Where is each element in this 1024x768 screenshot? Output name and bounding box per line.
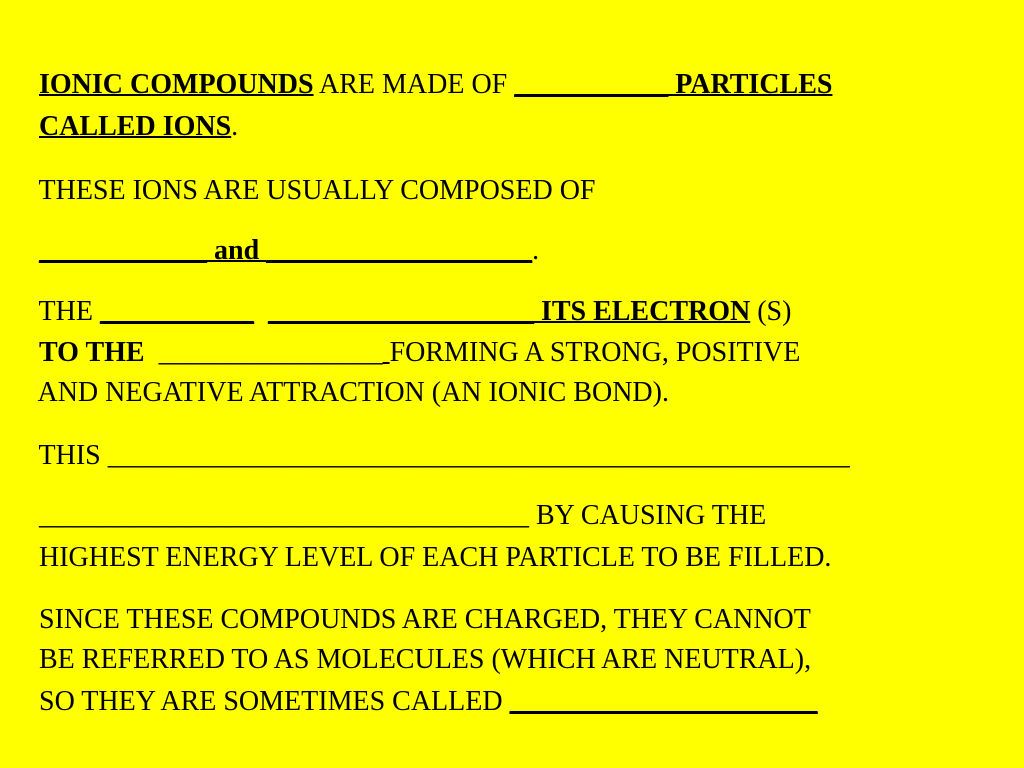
p4-s: (S) (750, 296, 792, 327)
p6-text2: HIGHEST ENERGY LEVEL OF EACH PARTICLE TO BE FILLED. (39, 542, 832, 573)
p4-forming: FORMING A STRONG, POSITIVE (389, 337, 801, 368)
p4-to-the: TO THE (39, 337, 145, 368)
blank-b: ___________________ (266, 235, 533, 266)
p2-text: THESE IONS ARE USUALLY COMPOSED OF (38, 175, 596, 206)
p7-text1: SINCE THESE COMPOUNDS ARE CHARGED, THEY CANNOT (39, 604, 811, 635)
blank-particles: ___________ PARTICLES (514, 69, 833, 100)
p7-line3 (11, 651, 818, 753)
blank-verb: ___________ (99, 296, 254, 327)
p5-text: THIS _____________________________________________________ (38, 440, 850, 471)
blank-salts: ______________________ (509, 686, 818, 717)
p1-text: ARE MADE OF (313, 69, 515, 100)
p7-text3: SO THEY ARE SOMETIMES CALLED (39, 686, 510, 717)
p6-text1: ___________________________________ BY CAUSING THE (39, 500, 767, 531)
p4-the: THE (38, 296, 100, 327)
p7-text2: BE REFERRED TO AS MOLECULES (WHICH ARE NEUTRAL), (39, 644, 812, 675)
blank-its-electron: ___________________ ITS ELECTRON (267, 296, 751, 327)
p3-period: . (532, 235, 540, 266)
p1-period: . (231, 111, 239, 142)
term-called-ions: CALLED IONS (39, 111, 232, 142)
blank-recipient: ________________ (144, 337, 383, 368)
term-ionic-compounds: IONIC COMPOUNDS (39, 69, 314, 100)
p4-attraction: AND NEGATIVE ATTRACTION (AN IONIC BOND). (37, 377, 669, 408)
word-and: and (207, 235, 267, 266)
blank-a: ____________ (39, 235, 207, 266)
